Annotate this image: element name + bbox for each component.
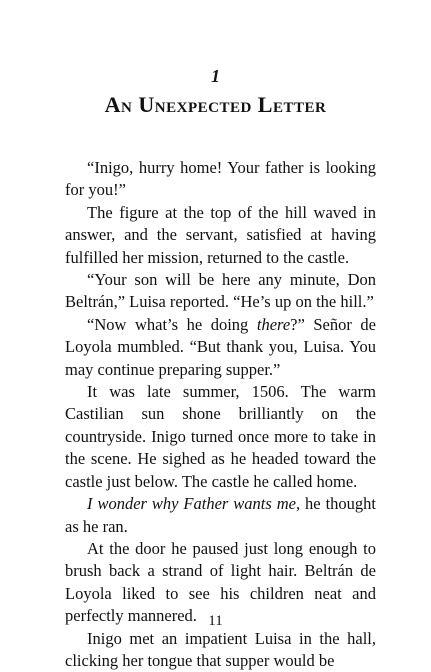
paragraph: Inigo met an impatient Luisa in the hall, clicking her tongue that supper would be <box>65 628 376 670</box>
emphasized-text: there <box>256 314 291 334</box>
chapter-title: An Unexpected Letter <box>104 92 327 117</box>
paragraph <box>65 493 376 538</box>
paragraph-text: “Now what’s he doing <box>87 314 257 334</box>
chapter-number: 1 <box>211 66 220 86</box>
paragraph-text: ?” Señor de Loyola mumbled. “But thank you, Luisa. You may continue preparing supper.” <box>65 314 376 379</box>
paragraph: It was late summer, 1506. The warm Castilian sun shone brilliantly on the countryside. Inigo turned once more to take in the scene. He sighed as he headed toward the castle just below. The castle he called home. <box>65 382 376 491</box>
paragraph-text: he thought as he ran. <box>65 494 376 536</box>
paragraph: The figure at the top of the hill waved in answer, and the servant, satisfied at having fulfilled her mission, returned to the castle. <box>65 202 376 267</box>
paragraph: At the door he paused just long enough to brush back a strand of light hair. Beltrán de Loyola liked to see his children neat and perfectly mannered. <box>65 538 376 626</box>
paragraph: “Your son will be here any minute, Don Beltrán,” Luisa reported. “He’s up on the hill.” <box>65 270 376 312</box>
page-number: 11 <box>208 613 223 629</box>
paragraph: “Inigo, hurry home! Your father is looking for you!” <box>65 158 376 200</box>
emphasized-text: I wonder why Father wants me, <box>87 494 301 514</box>
body-text <box>65 157 376 672</box>
paragraph <box>65 314 376 381</box>
